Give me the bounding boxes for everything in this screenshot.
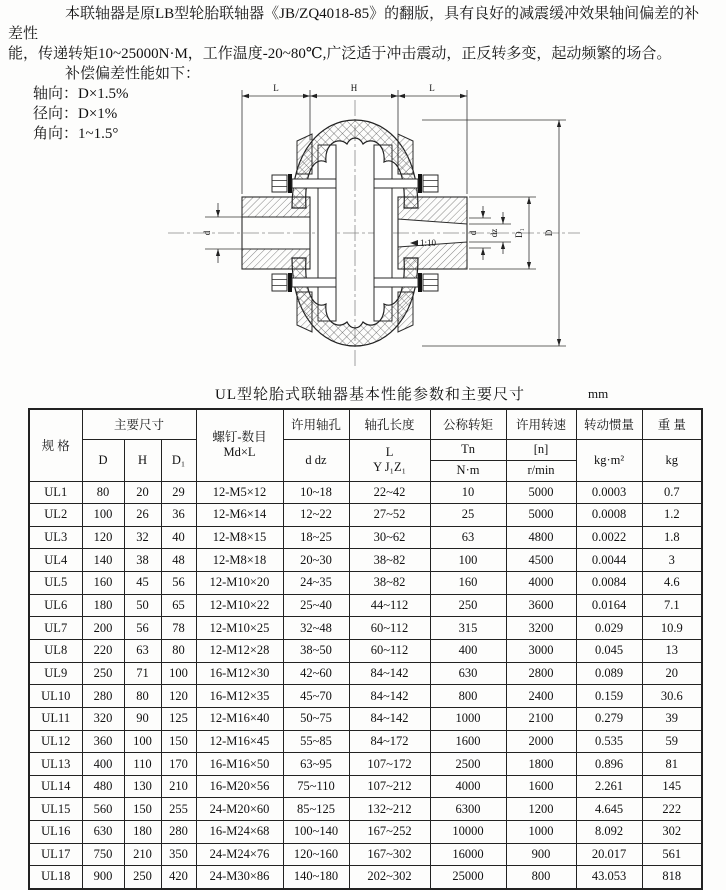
table-cell: 167~302 [349, 843, 430, 866]
dim-label-H: H [350, 83, 358, 93]
table-row [29, 572, 702, 595]
table-cell: 80 [161, 639, 196, 662]
table-cell: 30.6 [642, 685, 702, 708]
table-cell: 12~22 [283, 504, 349, 527]
table-cell: 800 [430, 685, 506, 708]
table-cell: 24-M20×60 [196, 798, 283, 821]
table-cell: 350 [161, 843, 196, 866]
table-cell: 1.2 [642, 504, 702, 527]
table-cell: 44~112 [349, 594, 430, 617]
table-cell: 55~85 [283, 730, 349, 753]
table-cell: 1000 [506, 821, 576, 844]
angular-tolerance: 角向：1~1.5° [33, 126, 119, 142]
table-cell: 255 [161, 798, 196, 821]
table-row [29, 730, 702, 753]
table-cell: 0.0084 [576, 572, 642, 595]
col-header-screws [196, 409, 283, 481]
bore-length-types: Y J₁Z₁ [373, 460, 406, 474]
table-cell: 100 [161, 662, 196, 685]
table-cell: 222 [642, 798, 702, 821]
table-cell: 32~48 [283, 617, 349, 640]
table-cell: 145 [642, 775, 702, 798]
table-cell: 27~52 [349, 504, 430, 527]
table-cell: 71 [124, 662, 161, 685]
table-cell: 90 [124, 707, 161, 730]
table-row [29, 549, 702, 572]
col-header-bore: 许用轴孔 [283, 409, 349, 439]
table-cell: 8.092 [576, 821, 642, 844]
subheader-D: D [82, 439, 124, 481]
table-cell: 38 [124, 549, 161, 572]
table-cell: 280 [82, 685, 124, 708]
table-cell: UL8 [29, 639, 82, 662]
table-title: UL型轮胎式联轴器基本性能参数和主要尺寸 [215, 387, 525, 403]
table-cell: 25~40 [283, 594, 349, 617]
table-cell: 800 [506, 866, 576, 889]
table-cell: 56 [161, 572, 196, 595]
clamp-ring [297, 292, 312, 332]
dim-label-L: L [429, 83, 435, 93]
table-cell: 360 [82, 730, 124, 753]
table-cell: UL12 [29, 730, 82, 753]
table-cell: 24~35 [283, 572, 349, 595]
table-cell: UL6 [29, 594, 82, 617]
table-cell: 12-M6×14 [196, 504, 283, 527]
table-cell: 0.535 [576, 730, 642, 753]
table-cell: 29 [161, 481, 196, 504]
table-cell: 3600 [506, 594, 576, 617]
table-cell: 16000 [430, 843, 506, 866]
table-cell: 3 [642, 549, 702, 572]
col-header-bore-length: 轴孔长度 [349, 409, 430, 439]
table-row [29, 798, 702, 821]
table-cell: 4000 [430, 775, 506, 798]
table-cell: 420 [161, 866, 196, 889]
col-header-spec: 规 格 [29, 409, 82, 481]
table-cell: UL14 [29, 775, 82, 798]
table-cell: 150 [161, 730, 196, 753]
table-row [29, 639, 702, 662]
table-cell: 3000 [506, 639, 576, 662]
axial-tolerance: 轴向：D×1.5% [33, 86, 129, 102]
table-cell: 180 [82, 594, 124, 617]
table-cell: 630 [430, 662, 506, 685]
subheader-weight-unit: kg [642, 439, 702, 481]
table-cell: 7.1 [642, 594, 702, 617]
table-cell: 38~50 [283, 639, 349, 662]
table-cell: 43.053 [576, 866, 642, 889]
table-cell: 12-M8×15 [196, 526, 283, 549]
table-cell: 100 [430, 549, 506, 572]
table-cell: 750 [82, 843, 124, 866]
subheader-torque-unit: N·m [430, 460, 506, 481]
subheader-H: H [124, 439, 161, 481]
table-row [29, 775, 702, 798]
table-cell: 167~252 [349, 821, 430, 844]
table-cell: 561 [642, 843, 702, 866]
clamp-ring [398, 292, 413, 332]
table-cell: 84~142 [349, 662, 430, 685]
table-cell: 20 [124, 481, 161, 504]
table-cell: UL18 [29, 866, 82, 889]
table-cell: 130 [124, 775, 161, 798]
dim-label-D: D [544, 229, 554, 237]
table-cell: 170 [161, 753, 196, 776]
subheader-bore-length [349, 439, 430, 481]
table-cell: 0.159 [576, 685, 642, 708]
col-header-weight: 重 量 [642, 409, 702, 439]
table-cell: 6300 [430, 798, 506, 821]
table-cell: UL9 [29, 662, 82, 685]
table-cell: 302 [642, 821, 702, 844]
table-cell: 250 [82, 662, 124, 685]
table-cell: 480 [82, 775, 124, 798]
table-cell: 85~125 [283, 798, 349, 821]
table-row [29, 685, 702, 708]
table-cell: 3200 [506, 617, 576, 640]
table-cell: 16-M16×50 [196, 753, 283, 776]
table-cell: 20 [642, 662, 702, 685]
table-cell: 2500 [430, 753, 506, 776]
bore-length-L: L [385, 445, 394, 459]
table-cell: 45~70 [283, 685, 349, 708]
table-cell: 25 [430, 504, 506, 527]
table-row [29, 481, 702, 504]
table-cell: 38~82 [349, 549, 430, 572]
table-cell: 110 [124, 753, 161, 776]
table-cell: UL13 [29, 753, 82, 776]
table-cell: 42~60 [283, 662, 349, 685]
dim-label-d: d [202, 230, 212, 236]
table-cell: 280 [161, 821, 196, 844]
table-cell: 220 [82, 639, 124, 662]
table-cell: 150 [124, 798, 161, 821]
table-cell: 12-M16×45 [196, 730, 283, 753]
table-cell: 12-M10×22 [196, 594, 283, 617]
intro-line: 补偿偏差性能如下： [65, 66, 201, 82]
table-cell: 50 [124, 594, 161, 617]
table-cell: 100~140 [283, 821, 349, 844]
spec-table [28, 408, 703, 890]
table-cell: 2100 [506, 707, 576, 730]
table-cell: 100 [124, 730, 161, 753]
table-cell: 12-M5×12 [196, 481, 283, 504]
table-cell: UL3 [29, 526, 82, 549]
dim-label-d: d [468, 230, 478, 236]
table-row [29, 594, 702, 617]
table-cell: 1200 [506, 798, 576, 821]
table-cell: 125 [161, 707, 196, 730]
subheader-inertia-unit: kg·m² [576, 439, 642, 481]
table-cell: 630 [82, 821, 124, 844]
table-cell: 20.017 [576, 843, 642, 866]
table-cell: UL16 [29, 821, 82, 844]
table-cell: 120 [161, 685, 196, 708]
table-row [29, 843, 702, 866]
table-cell: 400 [430, 639, 506, 662]
subheader-speed-symbol: [n] [506, 439, 576, 460]
table-cell: 160 [430, 572, 506, 595]
table-cell: 78 [161, 617, 196, 640]
table-cell: 0.0044 [576, 549, 642, 572]
dim-label-D1: D₁ [514, 228, 524, 238]
subheader-torque-symbol: Tn [430, 439, 506, 460]
table-cell: 202~302 [349, 866, 430, 889]
table-cell: 107~172 [349, 753, 430, 776]
table-cell: 100 [82, 504, 124, 527]
table-cell: 30~62 [349, 526, 430, 549]
table-cell: 26 [124, 504, 161, 527]
intro-line: 本联轴器是原LB型轮胎联轴器《JB/ZQ4018-85》的翻版，具有良好的减震缓冲效果轴间偏差的补差性 [8, 6, 700, 42]
table-cell: 10 [430, 481, 506, 504]
table-cell: 60~112 [349, 617, 430, 640]
table-cell: 0.029 [576, 617, 642, 640]
table-cell: 38~82 [349, 572, 430, 595]
table-cell: 0.089 [576, 662, 642, 685]
table-cell: 107~212 [349, 775, 430, 798]
table-cell: 1000 [430, 707, 506, 730]
table-cell: 0.0003 [576, 481, 642, 504]
table-cell: 4.645 [576, 798, 642, 821]
table-cell: 2400 [506, 685, 576, 708]
table-cell: 63~95 [283, 753, 349, 776]
table-cell: 210 [124, 843, 161, 866]
table-cell: 12-M12×28 [196, 639, 283, 662]
table-cell: 10.9 [642, 617, 702, 640]
table-row [29, 821, 702, 844]
table-cell: 12-M8×18 [196, 549, 283, 572]
table-cell: 4500 [506, 549, 576, 572]
table-cell: 2800 [506, 662, 576, 685]
table-cell: 4.6 [642, 572, 702, 595]
table-cell: 200 [82, 617, 124, 640]
table-cell: 84~172 [349, 730, 430, 753]
col-header-torque: 公称转矩 [430, 409, 506, 439]
table-cell: 210 [161, 775, 196, 798]
table-cell: 80 [124, 685, 161, 708]
col-header-main-dims: 主要尺寸 [82, 409, 196, 439]
table-cell: 818 [642, 866, 702, 889]
table-cell: UL7 [29, 617, 82, 640]
table-cell: UL5 [29, 572, 82, 595]
table-cell: 56 [124, 617, 161, 640]
table-cell: 0.896 [576, 753, 642, 776]
table-cell: UL10 [29, 685, 82, 708]
table-cell: 50~75 [283, 707, 349, 730]
table-cell: UL4 [29, 549, 82, 572]
table-cell: 25000 [430, 866, 506, 889]
table-cell: 1600 [506, 775, 576, 798]
table-cell: 400 [82, 753, 124, 776]
screws-sub: Md×L [223, 445, 256, 460]
intro-line: 能，传递转矩10~25000N·M，工作温度-20~80℃,广泛适于冲击震动，正反转多变，起动频繁的场合。 [8, 46, 672, 62]
subheader-D1: D₁ [161, 439, 196, 481]
table-cell: 4800 [506, 526, 576, 549]
clamp-ring [398, 134, 413, 174]
table-cell: 63 [124, 639, 161, 662]
table-cell: 180 [124, 821, 161, 844]
table-cell: 900 [506, 843, 576, 866]
table-cell: 16-M20×56 [196, 775, 283, 798]
table-cell: 63 [430, 526, 506, 549]
table-cell: 20~30 [283, 549, 349, 572]
table-cell: 12-M10×20 [196, 572, 283, 595]
table-cell: 1800 [506, 753, 576, 776]
table-cell: 120~160 [283, 843, 349, 866]
table-cell: 12-M10×25 [196, 617, 283, 640]
table-cell: 0.045 [576, 639, 642, 662]
table-cell: 0.0008 [576, 504, 642, 527]
taper-label: 1:10 [420, 238, 437, 248]
table-cell: 24-M24×76 [196, 843, 283, 866]
table-cell: 65 [161, 594, 196, 617]
table-cell: 0.0022 [576, 526, 642, 549]
table-cell: 16-M12×30 [196, 662, 283, 685]
table-cell: 560 [82, 798, 124, 821]
table-cell: 84~142 [349, 685, 430, 708]
table-cell: 81 [642, 753, 702, 776]
table-cell: 16-M12×35 [196, 685, 283, 708]
coupling-section-drawing [160, 78, 610, 386]
table-row [29, 504, 702, 527]
table-cell: 75~110 [283, 775, 349, 798]
table-row [29, 662, 702, 685]
table-cell: 320 [82, 707, 124, 730]
table-cell: 10000 [430, 821, 506, 844]
table-cell: 39 [642, 707, 702, 730]
radial-tolerance: 径向：D×1% [33, 106, 118, 122]
table-row [29, 753, 702, 776]
table-cell: 0.0164 [576, 594, 642, 617]
dim-label-dz: dz [489, 228, 499, 238]
table-cell: 48 [161, 549, 196, 572]
table-cell: 140 [82, 549, 124, 572]
table-row [29, 707, 702, 730]
table-cell: 32 [124, 526, 161, 549]
table-cell: 16-M24×68 [196, 821, 283, 844]
col-header-inertia: 转动惯量 [576, 409, 642, 439]
right-flange [374, 145, 392, 321]
subheader-bore: d dz [283, 439, 349, 481]
taper-arrow-icon [410, 240, 418, 246]
table-cell: 900 [82, 866, 124, 889]
table-cell: UL15 [29, 798, 82, 821]
table-cell: UL2 [29, 504, 82, 527]
table-cell: 315 [430, 617, 506, 640]
table-cell: 22~42 [349, 481, 430, 504]
table-cell: 12-M16×40 [196, 707, 283, 730]
table-cell: UL17 [29, 843, 82, 866]
table-cell: 0.7 [642, 481, 702, 504]
table-cell: 132~212 [349, 798, 430, 821]
table-cell: 4000 [506, 572, 576, 595]
table-cell: 80 [82, 481, 124, 504]
subheader-speed-unit: r/min [506, 460, 576, 481]
table-cell: 24-M30×86 [196, 866, 283, 889]
table-cell: 59 [642, 730, 702, 753]
left-flange [318, 145, 336, 321]
table-cell: UL1 [29, 481, 82, 504]
table-cell: 2.261 [576, 775, 642, 798]
screws-title: 螺钉-数目 [212, 430, 267, 445]
table-cell: 140~180 [283, 866, 349, 889]
table-cell: 120 [82, 526, 124, 549]
table-row [29, 617, 702, 640]
table-cell: 45 [124, 572, 161, 595]
table-cell: 84~142 [349, 707, 430, 730]
table-unit: mm [588, 386, 609, 401]
table-cell: 5000 [506, 481, 576, 504]
table-cell: 160 [82, 572, 124, 595]
table-row [29, 866, 702, 889]
coupling-drawing-svg [160, 78, 610, 386]
table-cell: 0.279 [576, 707, 642, 730]
table-cell: 36 [161, 504, 196, 527]
table-cell: 2000 [506, 730, 576, 753]
table-cell: 40 [161, 526, 196, 549]
table-body [29, 481, 702, 889]
table-cell: 5000 [506, 504, 576, 527]
dim-label-L: L [273, 83, 279, 93]
table-cell: 1.8 [642, 526, 702, 549]
col-header-speed: 许用转速 [506, 409, 576, 439]
table-cell: UL11 [29, 707, 82, 730]
table-cell: 1600 [430, 730, 506, 753]
table-cell: 250 [430, 594, 506, 617]
table-cell: 18~25 [283, 526, 349, 549]
table-cell: 13 [642, 639, 702, 662]
table-cell: 10~18 [283, 481, 349, 504]
table-row [29, 526, 702, 549]
table-cell: 250 [124, 866, 161, 889]
table-cell: 60~112 [349, 639, 430, 662]
